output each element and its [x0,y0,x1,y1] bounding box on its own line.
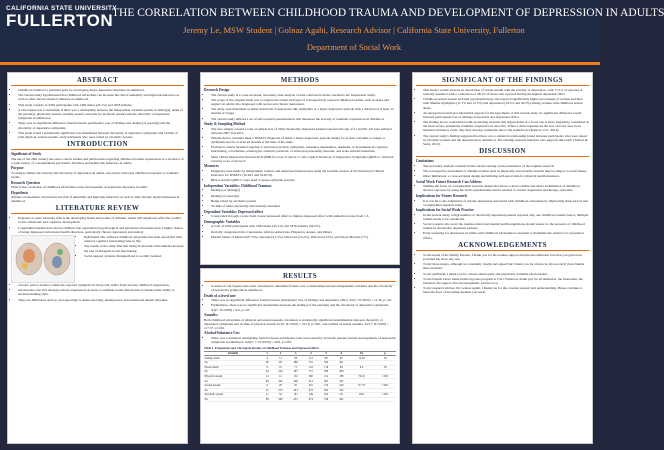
poster-title: THE CORRELATION BETWEEN CHILDHOOD TRAUMA AND DEVELOPMENT OF DEPRESSION IN ADULTS [112,7,664,19]
table-cell: 11 [262,393,273,398]
list-item: • A total of 5294 participants with 1484 males (45.1%) and 1818 females (34.9%). [211,224,396,228]
abstract-heading: ABSTRACT [11,76,184,86]
table-cell: 34 [273,393,288,398]
literature-heading: LITERATURE REVIEW [11,204,184,214]
list-item: • Exclusion criteria included ongoing or previous psychotic symptoms, substance dependence, dementia, or decrements in cognitive functioning, a borderline, schizotypal, schizoid, paranoid, or antisocial personality disorder, and acute suicidal intentions. [211,145,396,153]
table-header: Variable [204,351,262,356]
methods-subheading: Dependent Variables: Depressed affect [204,209,264,214]
list-item: • The current study's finding suggested that there was a statistical relationship found between participants who were raised by alcoholic parents and the depressions in adulthood. The existing research literature also supports this result (Tomori & Sarin, 2012). [423,134,589,146]
table-cell: 41 [273,374,288,379]
table-cell: Alcoholic parent [204,393,262,398]
list-item: • To the heads of the family, Parents, I thank you for the endless support and the unconditional love that you guys have provided me since day one. [423,253,589,261]
literature-figure-row [11,235,184,283]
table-cell: 62 [334,356,349,361]
list-item: • Childhood trauma is a pertinent peril for developing major depressive disorders in adulthood. [18,88,184,92]
methods-subheading: Research Design [204,88,230,92]
acknowledgements-list [416,253,589,295]
list-item: • Chronic pain is another commonly reported symptom for those who suffer from adverse childhood experiences. [18,283,184,287]
table-row [204,397,396,402]
list-item: • Individuals who suffered childhood adversities has been associated with reduced cognitive functioning later in life. [84,235,184,243]
table-cell: 437 [288,397,303,402]
methods-list [204,169,396,182]
list-item: • A Chi-Square test to determine if there was a relationship between the independent variables (death of sibling(s), death of the parent(s), physically assault, sexually assault, and raise by alcoholic parent) and the chronicity of depressive symptoms in adulthood. [18,108,184,120]
table-cell: 88 [318,356,333,361]
table-cell: 86 [262,379,273,384]
discussion-subheading: Limitations [416,159,434,164]
results-paragraph: Both childhood adversities of physical and sexual assaults calculated. A statistically significant determination between chronicity of depressive symptoms and victims of physical assault X2 (6, N=2910) = 76.16, p<.001, and victims of sexual assaults, X2 (7, N=2930) = 117.57, p<.001. [204,317,389,330]
list-item: • Furthermore, there was no significant relationship between the death(s) of the parent(s) and the chronicity of depressive symptoms, X2(7, N=2958) = 6.0, p=.05. [211,303,396,311]
list-item: • There was a statistical relationship found between participants who were raised by alcoholic parents and the developments of depressive symptoms in adulthood, X2(47, 7, N=2939) = 29.6, p<.001. [211,336,396,344]
table-cell [374,397,396,402]
list-item: • The retrospective assessment of childhood abuse such as physically and sexually assaults may be subject to recall biases. [423,169,589,173]
table-header: 1 [262,351,273,356]
left-column-panel [7,72,188,444]
results-list [204,336,396,344]
results-heading: RESULTS [204,272,396,282]
table-header: 4 [303,351,318,356]
methods-subheading: Measures [204,164,219,169]
table-header: 5 [318,351,333,356]
findings-list [416,88,589,146]
list-item: • Early screening for depression in adults with childhood adversities is essential to maximize the window for prevention efforts. [423,231,589,239]
table-header: 2 [273,351,288,356]
list-item: • The secondary analysis resulted in this current relying on the parameters of the original research. [423,164,589,168]
table-cell: 560 [318,370,333,375]
table-cell: 516 [318,397,333,402]
intro-paragraph: What is the correlation of childhood adversities on the development of depressive disorders in adult? [11,185,148,190]
table-cell [349,397,374,402]
table-cell: 467 [288,370,303,375]
discussion-heading: DISCUSSION [416,147,589,157]
intro-subheading: Research Question [11,180,40,185]
methods-list [204,93,396,121]
methods-subheading: Study & Sampling Method [204,122,246,127]
table-cell: 431 [334,361,349,366]
poster-authors: Jeremy Le, MSW Student | Golnaz Agahi, Research Advisor | California State University, Fullerton [183,25,525,35]
table-cell: 443 [288,388,303,393]
results-subheading: Alcohol/Substance Use: [204,331,241,336]
discussion-list [416,184,589,192]
list-item: • Social workers who serve the trauma-related and mental health populations should assess for the presence of childhood trauma in chronically depressed patients. [423,222,589,230]
table-cell: 176 [318,383,333,388]
methods-panel [200,72,400,265]
table-cell: 4 [262,356,273,361]
intro-subheading: Significant of Study [11,152,42,157]
table-cell: 590 [318,361,333,366]
table-cell: Sexual assault [204,383,262,388]
list-item: • In the present study, a high number of chronically depressed patients reported only one childhood trauma; hence, multiple trauma needs to be considered. [423,213,589,221]
list-item: • The scope of the original study was to explore the extent and types of retrospectively reported childhood trauma, such as abuse and neglect, in adults who diagnosed with severe and chronic depression. [211,98,396,106]
abstract-list [11,88,184,139]
logo-campus-name: FULLERTON [6,11,114,30]
table-cell: 324 [334,388,349,393]
list-item: • BDI-2 and the QIDS-C were used to assess symptom severity. [211,178,396,182]
table-header: 3 [288,351,303,356]
table-cell: 362 [334,397,349,402]
table-cell: 14 [262,374,273,379]
table-cell: Physical assault [204,374,262,379]
table-cell: 201 [303,383,318,388]
table-header: X2 [349,351,374,356]
table-cell: 101 [288,393,303,398]
table-cell: 162 [318,393,333,398]
table-cell: 467 [318,379,333,384]
list-item: • This study's results showed an association of sexual assault with the severity of depression, with 77.2% of reported of sexually assaulted with a connection of 48.3% of those who reported having the highest depressed affect. [423,88,589,96]
right-column-panel [412,72,593,444]
table-cell: 6.0 [349,365,374,370]
brain-scan-icon [12,236,74,282]
list-item: • This study consists of 5294 participants with 1484 males (45.1%) and 1818 females. [18,103,184,107]
list-item: • An unexpected result provided initial support for the hypothesis of this current study: no significant difference found between participants' loss of siblings and parents and depressive affect. [423,111,589,119]
table-cell: 9 [262,383,273,388]
table-header: 6 [334,351,349,356]
table-cell: 761 [303,361,318,366]
list-item: • Patients had to currently meet a DSM-IV diagnosis of either a major depressive episode lasting for at least 2 months or longer or dysthymia last for at least 24 months at the time of the study. [211,136,396,144]
list-item: • Meet a Beck Depression Inventories II (BDI-II; score of above 17 and a Quick Inventory of Depressive Symptoms (QIDS-C; clinician version) score of above 9. [211,155,396,163]
list-item: • The finding above contradicted with an existing research that argues death of a loved one is more frequently considered as the most severe, potentially traumatic experience in one's life. When a child experienced the loss of loved ones in an intensive incidence event, they may develop symptoms due to the sudden loss (Kaplow et al., 2014). [423,120,589,132]
table-cell: No [204,370,262,375]
discussion-list [416,199,589,207]
table-cell: 6 [262,365,273,370]
table-cell: 199 [303,393,318,398]
acknowledgements-heading: ACKNOWLEDGEMENTS [416,241,589,251]
table-cell: No [204,379,262,384]
table-cell: <.001 [374,383,396,388]
list-item: • Childhood sexual assault and later psychopathology and reported significantly higher percentages of women and men with lifetime dysthymia (11.7% and 12.5%) and depression (19.3% and 30.3%) among women with childhood sexual abuse. [423,97,589,109]
list-item: • Social support systems disrupted lead to socially isolated [84,254,184,258]
table-cell: 76.16 [349,374,374,379]
table-cell: 169 [334,383,349,388]
results-subheading: Assaults: [204,313,218,318]
table-cell: No [204,397,262,402]
table-cell: 89 [262,397,273,402]
table-cell: 12 [273,356,288,361]
intro-paragraph: The use of the 20th century has seen a rise in studies and publications regarding childhood trauma experiences as a predictor of a wide variety of conceptualized psychiatric disorders and health risk behaviors in adults. [11,156,184,165]
list-item: • Adolescents who live through adverse experiences in teens to establish sound dissociative avoidance their ability to decision-making style. [18,288,184,296]
methods-list [204,188,396,208]
list-item: • There was no significant difference found between participants' loss of siblings and depressive affect, X2(7, N=2925) = 12.36, p=.05. [211,298,396,302]
table-cell: 118 [318,365,333,370]
methods-subheading: Independent Variables: Childhood Traumas [204,183,272,188]
table-cell: 409 [334,370,349,375]
findings-heading: SIGNIFICANT OF THE FINDINGS [416,76,589,86]
table-cell: 211 [318,374,333,379]
table-cell: 188 [334,374,349,379]
table-cell: 480 [288,361,303,366]
discussion-list [416,164,589,179]
table-cell: 406 [288,379,303,384]
table-header: p [374,351,396,356]
table-body [204,356,396,402]
table-cell: 202 [273,379,288,384]
intro-paragraph: To analyze further the severity and chronicity of depression in adults, associated with early childhood exposure to traumatic events. [11,170,179,179]
results-list [204,284,396,292]
list-item: • To my research advisor, Dr. Golnaz Agahi, I thank you for the constant support and understanding. Please continue to bless the lives of incoming students you teach. [423,286,589,294]
discussion-list [416,213,589,240]
list-item: • To my three sisters, although we constantly fought and argued but I thank you for always be my second (!) best friends there and find. [423,262,589,270]
list-item: • There was no significant difference found between participants' loss of siblings and death(s) of parent(s) and the chronicity of depressive symptoms. [18,121,184,129]
list-item: • Death(s) of sibling(s) [211,188,396,192]
table-cell: 71 [288,365,303,370]
list-item: • The current study is a cross-sectional, secondary data analysis of data collected from the German LAC Depression Study. [211,93,396,97]
list-item: • Exposure to early adversity affects the developing brains and bodies of children, which will negatively affect the youth's social, emotional, and cognitive development. [18,216,184,224]
intro-paragraph: childhood adversities can increase the risk of unhealthy and high-risk behaviors as well as other chronic medical illnesses in adulthood. [11,195,180,204]
list-item: • To the friends I have made in this rigorous program at CSU, Fullerton, thank you for all memories, the frustration, the irritation, the support, the encouragement, and the love. [423,277,589,285]
table-cell: 131 [334,393,349,398]
header-banner [0,0,664,65]
brain-scan-image [11,235,75,283]
list-item: • The results of the study find that living in stressful environments increase the rate of disrupted social functioning. [84,244,184,252]
table-cell: Sibling death [204,356,262,361]
table-cell: 117.57 [349,383,374,388]
table-cell: 58 [288,356,303,361]
table-cell: 215 [273,388,288,393]
poster-department: Department of Social Work [306,42,402,52]
list-item: • Racially: categorized into Caucasians, African-Americans, Hispanics, Asians, and Others [211,230,396,234]
list-item: • Diagnoses were made by independent, trained, and supervised interviewers using the German version of the Structured Clinical Interview for DSM-IV (SCID I and SCID II). [211,169,396,177]
results-list [204,298,396,311]
intro-subheading: Purpose [11,166,24,171]
list-item: • Victims of either physically and sexually assaulted [211,204,396,208]
methods-list [204,127,396,163]
table-cell: 502 [318,388,333,393]
list-item: • Longitudinal studies have shown children who experienced psychological and emotional adversities have a higher chance of being diagnosed with mental health disorders, particularly chronic depression and anxiety [18,226,184,234]
table-cell: 152 [303,365,318,370]
table-cell: .05 [374,365,396,370]
table-cell: 672 [303,388,318,393]
table-cell: 95 [288,383,303,388]
table-cell: No [204,361,262,366]
methods-list [204,224,396,239]
list-item: • The current study hypothesized that childhood adversities can increase the risk of unhealthy and high-risk behaviors as well as other chronic medical illnesses in adulthood. [18,93,184,101]
table-cell: 721 [303,370,318,375]
list-item: • The study operationalized as either mild form of depression like dysthymia or a major depressive episode with a duration of at least 12 months or longer [211,107,396,115]
list-item: • Death(s) of parent(s) [211,194,396,198]
discussion-subheading: Implications for Social Work Practice [416,208,474,213]
table-cell: 224 [273,370,288,375]
methods-heading: METHODS [204,76,396,86]
table-cell: <.001 [374,374,396,379]
table-cell: 29.6 [349,393,374,398]
list-item: • There are limitations such as over-reporting or under-reporting, undiagnosed, and undetected mental disorders. [18,298,184,302]
table-cell: .05 [374,356,396,361]
results-table [204,351,396,403]
discussion-subheading: Implications for Future Research [416,194,468,198]
logo-university-system: CALIFORNIA STATE UNIVERSITY [6,5,117,12]
list-item: • Shifting the focus on a longitudinal research design that allows a more reliable and direct examination of childhood adverse exposure by using the ACEs questionnaire and in relation to chronic depression and therapy outcomes. [423,184,589,192]
table-title: Table 1. Frequencies and Chi-Square Results of Childhood Traumas and Depressed Affect [204,345,319,350]
literature-list-2 [11,283,184,302]
table-cell: <.001 [374,393,396,398]
list-item: • This study found a statistically significant was determined between chronicity of depressive symptoms and victims of both physical, sexual assaults, and participants who were raised by alcoholic parents. [18,131,184,139]
discussion-subheading: Social Work Future Research Can Address [416,179,482,184]
university-logo [6,5,117,39]
list-item: • The current study utilized a set of self-reported questionnaires that measured the severity of traumatic experiences in childhood. [211,117,396,121]
table-cell: 674 [303,397,318,402]
table-cell: 19 [273,365,288,370]
table-cell: 28 [273,383,288,388]
methods-subheading: Demographic Variables [204,219,241,224]
list-item: • A series of Chi-Square tests were calculated to determine if there was a relationship between independent variables and the chronicity of depressive symptoms in adulthood. [211,284,396,292]
list-item: • Being raised by alcoholic parents [211,199,396,203]
introduction-heading: INTRODUCTION [11,140,184,150]
table-cell: 94 [262,370,273,375]
table-cell: 84 [334,365,349,370]
literature-side-list [78,235,184,283]
list-item: • Marital Status of Married (67.3%), Separated (1.3%), Divorced (13.2%), Widowed (13%), and Never Married (7%). [211,235,396,239]
table-cell: 209 [273,397,288,402]
table-cell: 231 [273,361,288,366]
table-cell: 112 [303,356,318,361]
table-cell: 96 [262,361,273,366]
literature-list [11,216,184,234]
table-cell: 305 [334,379,349,384]
table-cell: No [204,388,262,393]
list-item: • To my girlfriend, I thank you for always emotionally and physically available when needed. [423,272,589,276]
table-cell: 132 [288,374,303,379]
list-item: • The new sample created a total of sample size of 5294 chronically depressed patients between the age of 21 and 60. All were enlisted between 2007 and 2015. [211,127,396,135]
list-item: • It is crucial to the exhaustion of chronic depression associated with childhood adversities by implicating these factors into a longitudinal research study. [423,199,589,207]
table-cell: Parent death [204,365,262,370]
results-panel [200,268,400,444]
list-item: • Categorized through a scale from lowest depressed affect to highest depressed affect with numerical scales from 1-6 [211,214,396,218]
table-cell: 260 [303,374,318,379]
table-cell: 613 [303,379,318,384]
methods-list [204,214,396,218]
table-cell: 91 [262,388,273,393]
list-item: • Other limitations: a cross-sectional design and utilizing self-report data for physical health measures. [423,174,589,178]
results-subheading: Death of a loved one: [204,293,237,298]
table-cell: 12.36 [349,356,374,361]
intro-subheading: Hypothesis [11,190,28,195]
